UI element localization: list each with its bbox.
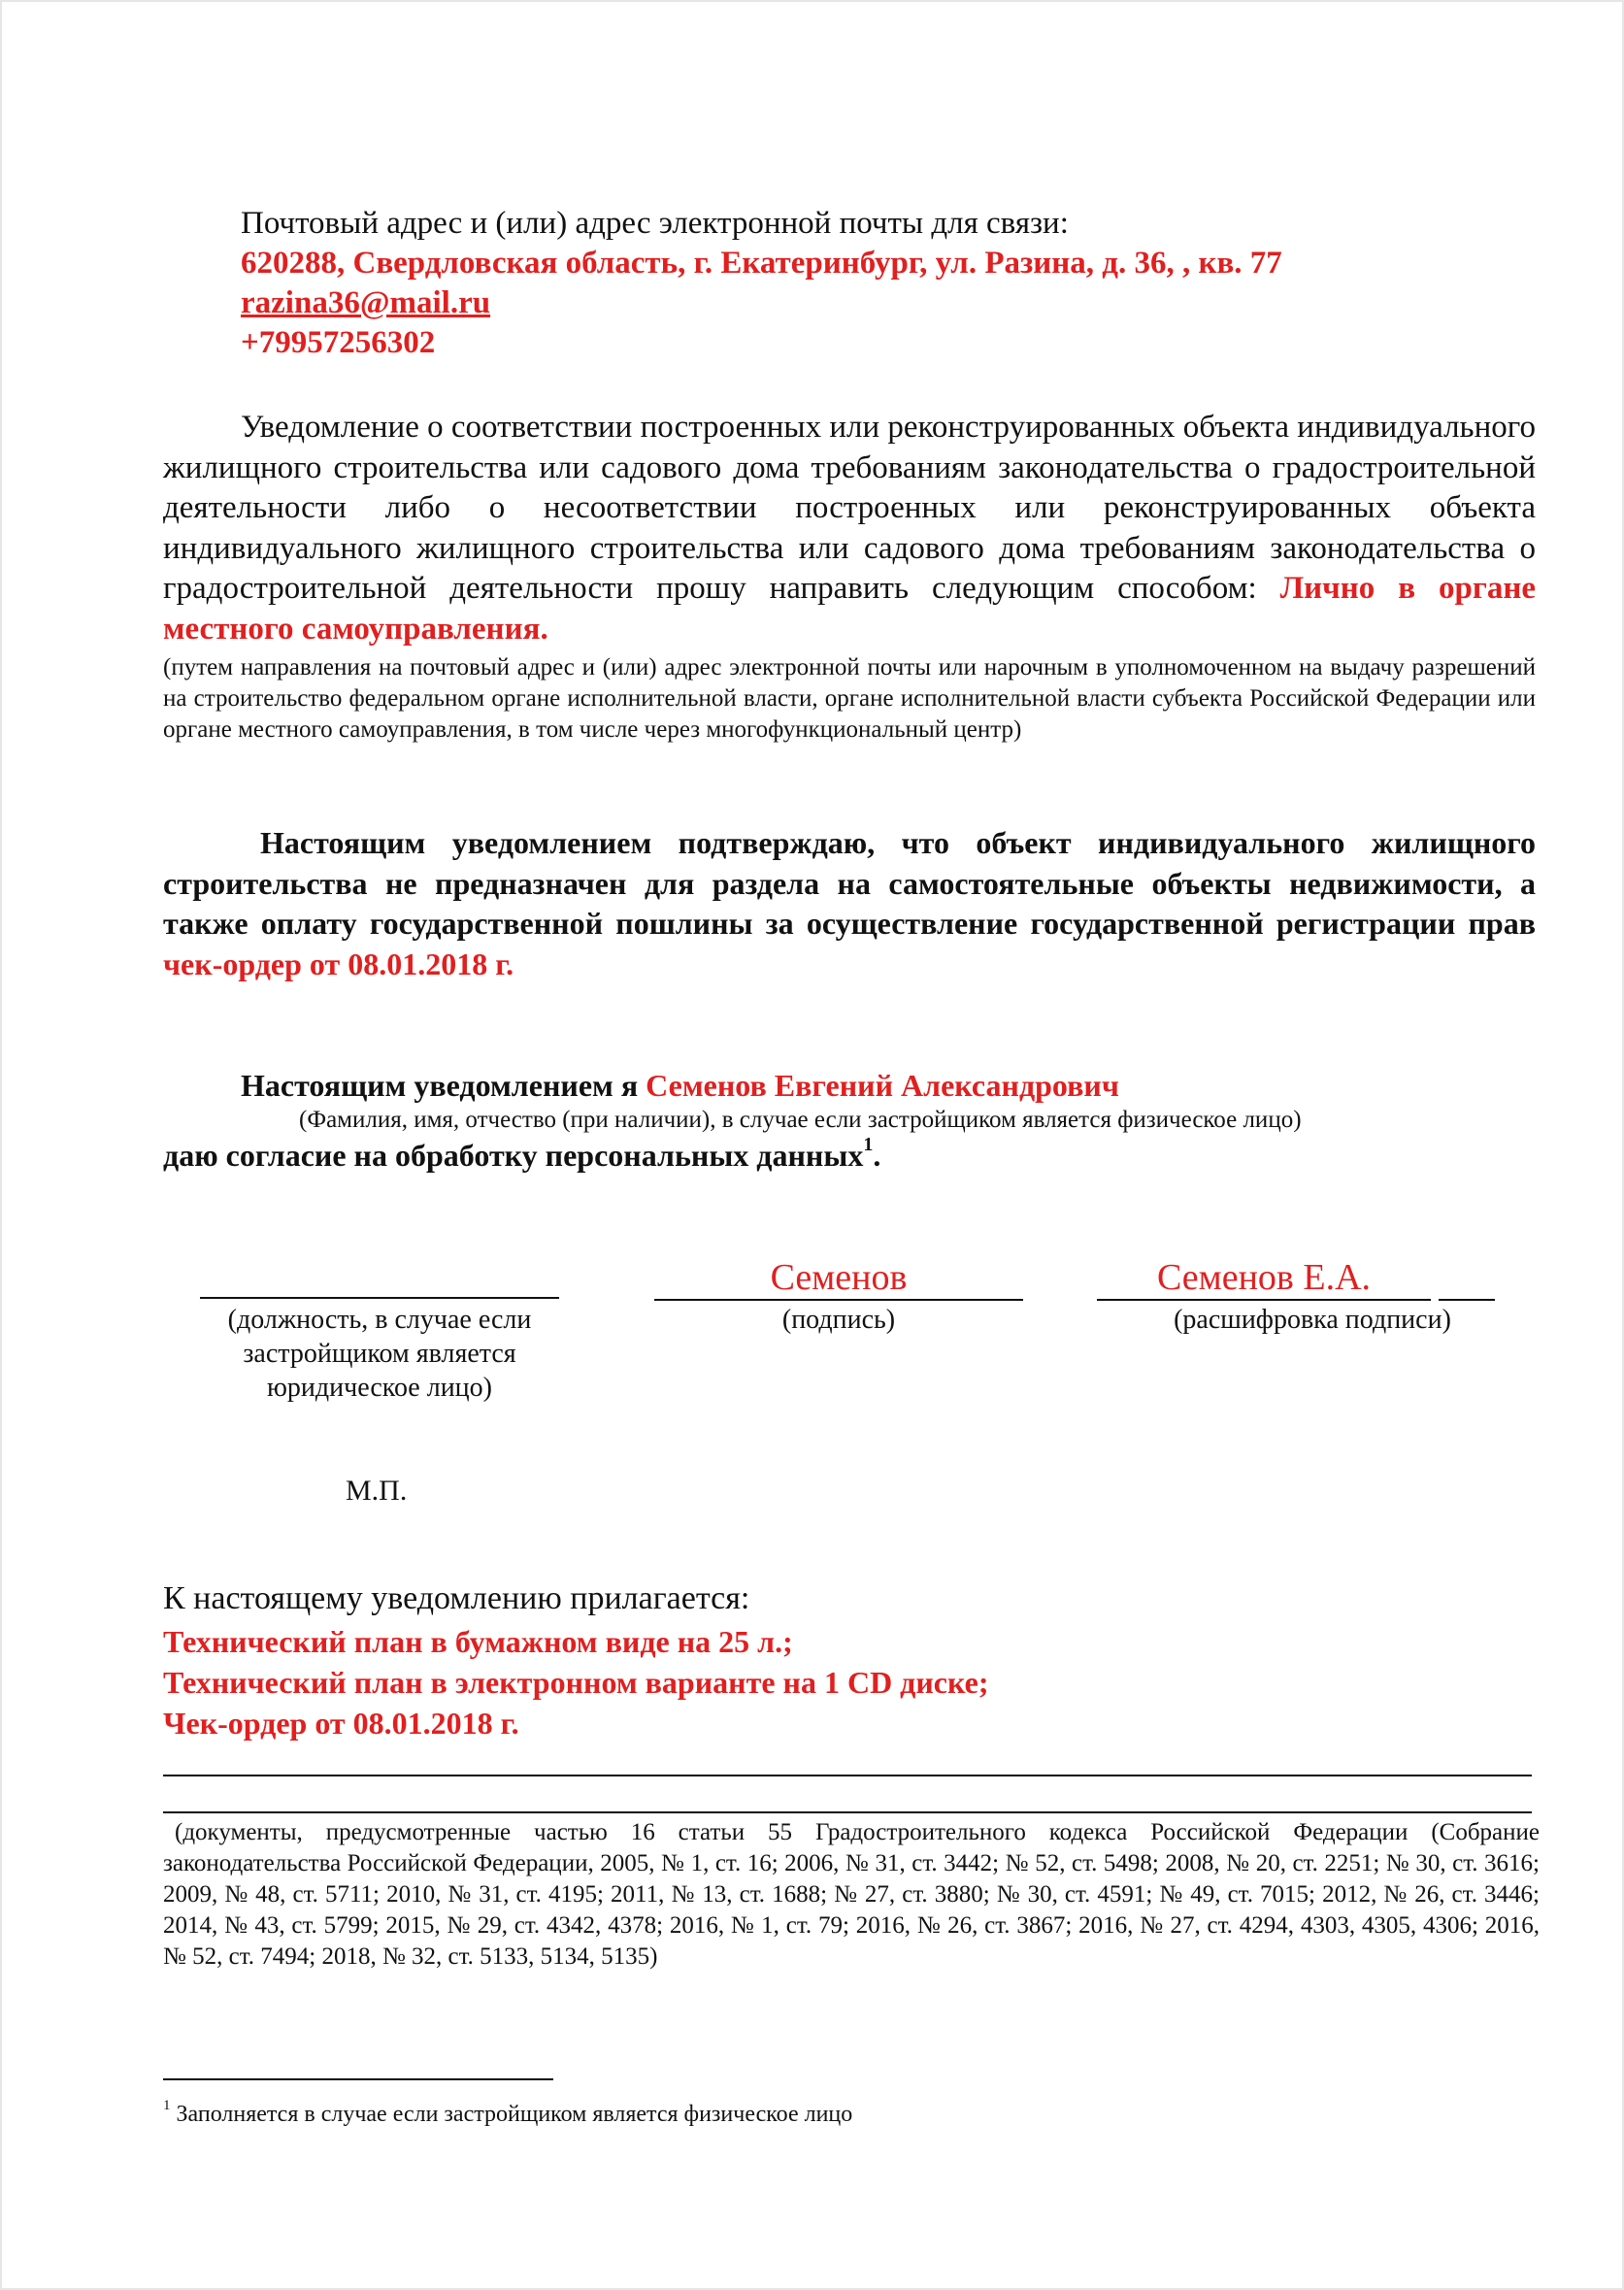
consent-text: даю согласие на обработку персональных данных	[163, 1138, 864, 1173]
decoding-field	[1097, 1255, 1431, 1300]
applicant-name-hint: (Фамилия, имя, отчество (при наличии), в случае если застройщиком является физическое лицо)	[299, 1107, 1302, 1133]
footnote-separator	[163, 2078, 553, 2080]
decoding-line-tail	[1439, 1299, 1495, 1301]
attachments-title: К настоящему уведомлению прилагается:	[163, 1580, 750, 1616]
delivery-method: Лично в органе местного самоуправления.	[163, 571, 1537, 647]
footnote	[163, 2099, 852, 2130]
consent-statement	[163, 1134, 880, 1177]
signature-value: Семенов	[770, 1257, 908, 1298]
consent-period: .	[873, 1138, 881, 1173]
applicant-name: Семенов Евгений Александрович	[646, 1068, 1119, 1103]
attachments-line-1	[163, 1775, 1532, 1776]
contact-heading: Почтовый адрес и (или) адрес электронной почты для связи:	[241, 206, 1069, 241]
confirmation-text: Настоящим уведомлением подтверждаю, что объект индивидуального жилищного строительства не предназначен для раздела на самостоятельные объекты недвижимости, а также оплату государственной пошлины за осуществление государственной регистрации прав	[163, 825, 1536, 941]
email-link[interactable]: razina36@mail.ru	[241, 285, 491, 320]
contact-block	[241, 204, 1503, 363]
confirmation-paragraph	[163, 823, 1536, 984]
phone-number: +79957256302	[241, 325, 436, 360]
position-signature-line	[200, 1297, 559, 1299]
footnote-ref: 1	[863, 1134, 874, 1156]
delivery-text: Уведомление о соответствии построенных или реконструированных объекта индивидуального жилищного строительства или садового дома требованиям законодательства о градостроительной деятельности либо о несоответствии построенных или реконструированных объекта индивидуального жилищного строительства или садового дома требованиям законодательства о градостроительной деятельности прошу направить следующим способом:	[163, 410, 1536, 606]
signature-caption: (подпись)	[781, 1305, 896, 1335]
signature-line	[654, 1299, 1023, 1301]
position-caption: (должность, в случае если застройщиком является юридическое лицо)	[227, 1305, 532, 1403]
attachments-line-2	[163, 1811, 1532, 1813]
decoding-line	[1097, 1299, 1431, 1301]
confirmation-receipt: чек-ордер от 08.01.2018 г.	[163, 946, 514, 981]
attachment-item: Технический план в бумажном виде на 25 л.;	[163, 1624, 793, 1659]
postal-address: 620288, Свердловская область, г. Екатеринбург, ул. Разина, д. 36, , кв. 77	[241, 246, 1282, 281]
attachment-item: Чек-ордер от 08.01.2018 г.	[163, 1706, 519, 1741]
stamp-place: М.П.	[346, 1475, 408, 1507]
signature-field	[654, 1255, 1023, 1300]
decoding-caption: (расшифровка подписи)	[1174, 1305, 1451, 1335]
delivery-hint: (путем направления на почтовый адрес и (или) адрес электронной почты или нарочным в уполномоченном на выдачу разрешений на строительство федеральном органе исполнительной власти, органе исполнительной власти субъекта Российской Федерации или органе местного самоуправления, в том числе через многофункциональный центр)	[163, 654, 1536, 743]
documents-note: (документы, предусмотренные частью 16 статьи 55 Градостроительного кодекса Российской Федерации (Собрание законодательства Российской Федерации, 2005, № 1, ст. 16; 2006, № 31, ст. 3442; № 52, ст. 5498; 2008, № 20, ст. 2251; № 30, ст. 3616; 2009, № 48, ст. 5711; 2010, № 31, ст. 4195; 2011, № 13, ст. 1688; № 27, ст. 3880; № 30, ст. 4591; № 49, ст. 7015; 2012, № 26, ст. 3446; 2014, № 43, ст. 5799; 2015, № 29, ст. 4342, 4378; 2016, № 1, ст. 79; 2016, № 26, ст. 3867; 2016, № 27, ст. 4294, 4303, 4305, 4306; 2016, № 52, ст. 7494; 2018, № 32, ст. 5133, 5134, 5135)	[163, 1819, 1540, 1970]
decoding-value: Семенов Е.А.	[1156, 1257, 1372, 1298]
consent-prefix: Настоящим уведомлением я	[241, 1068, 639, 1103]
footnote-mark: 1	[163, 2098, 171, 2113]
consent-line	[241, 1066, 1119, 1105]
attachment-item: Технический план в электронном варианте на 1 CD диске;	[163, 1665, 989, 1700]
delivery-paragraph	[163, 408, 1536, 746]
footnote-text: Заполняется в случае если застройщиком является физическое лицо	[176, 2102, 853, 2127]
